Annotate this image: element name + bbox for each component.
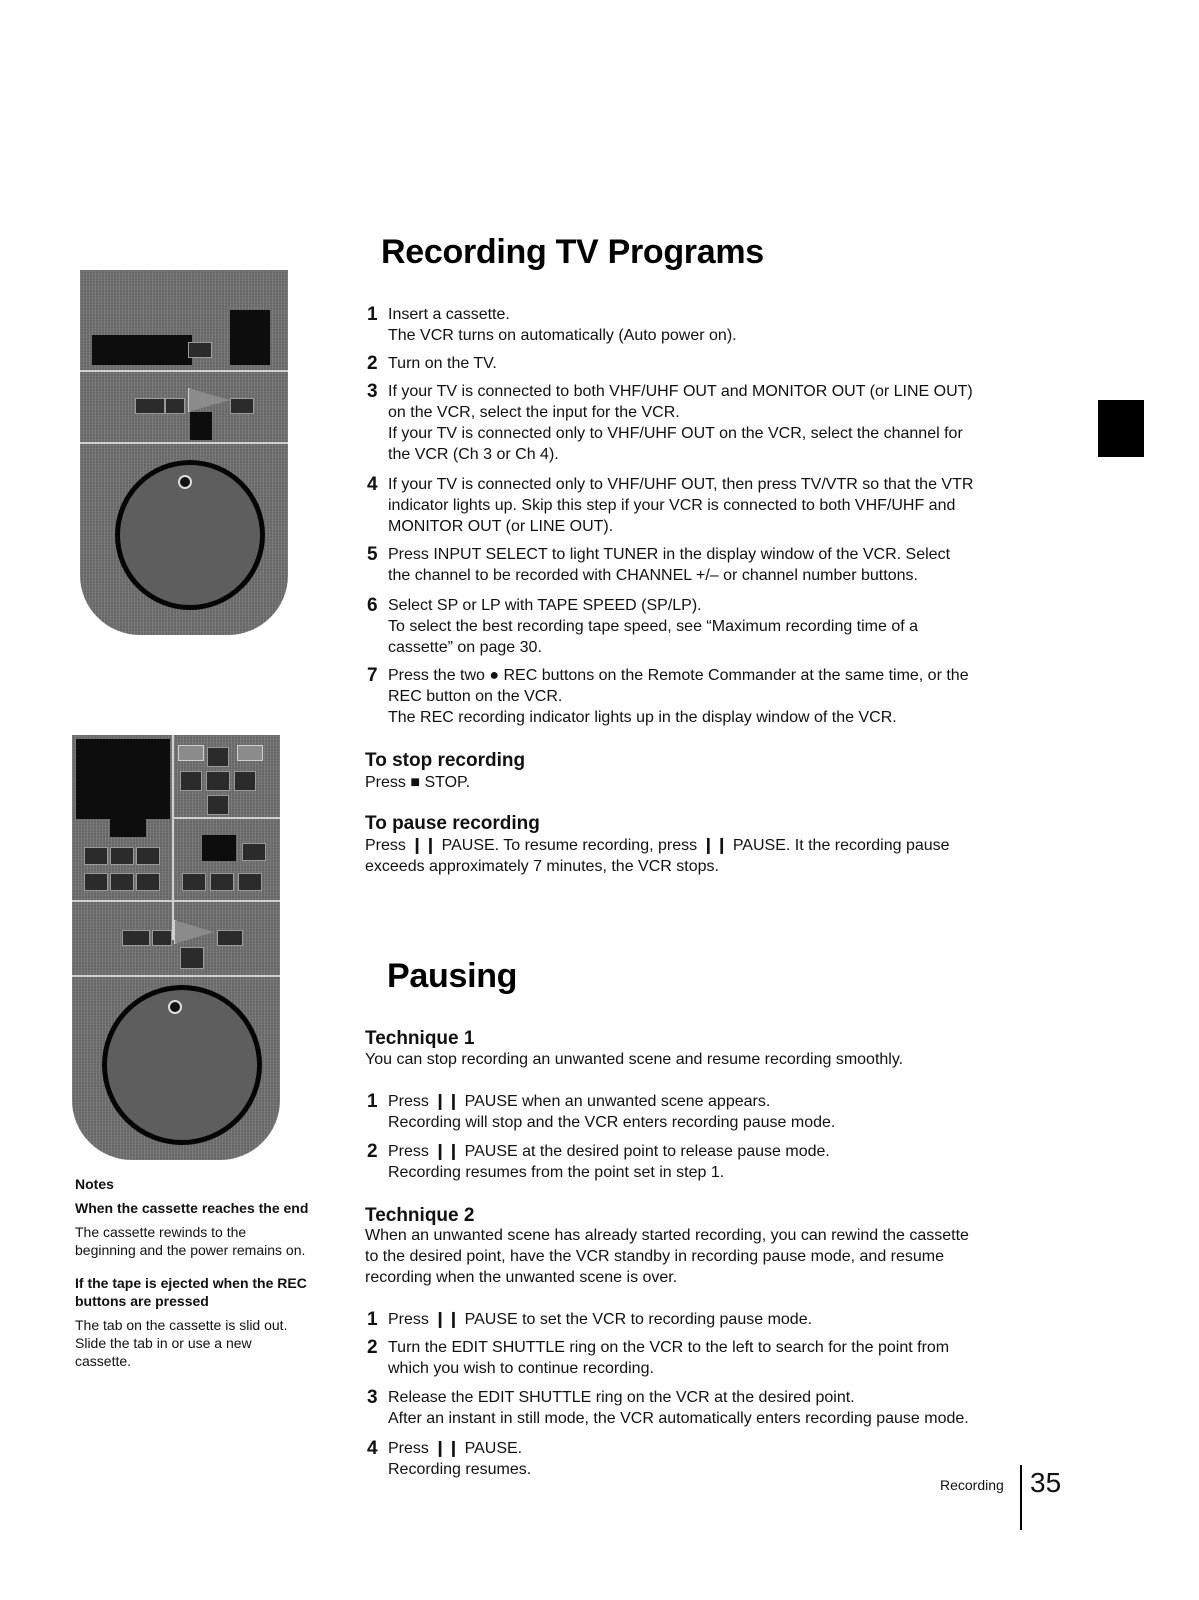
left-arrow-button (180, 771, 202, 791)
note-heading: If the tape is ejected when the REC buttons are pressed (75, 1275, 307, 1309)
rewind-button (135, 398, 165, 414)
remote-rewind-button (122, 930, 150, 946)
recording-step: 1 Insert a cassette. The VCR turns on automatically (Auto power on). (367, 304, 737, 344)
recording-step: 2 Turn on the TV. (367, 353, 497, 374)
recording-title: Recording TV Programs (381, 233, 764, 271)
remote-display (76, 739, 170, 819)
pause-button (202, 835, 236, 861)
remote-shuttle-dial (102, 985, 262, 1145)
remote-commander-illustration (72, 735, 280, 1160)
recording-step: 5 Press INPUT SELECT to light TUNER in the display window of the VCR. Select the channel to be recorded with CHANNEL +/– or channel number buttons. (367, 544, 951, 584)
stop-recording-text: Press ■ STOP. (365, 774, 471, 791)
note-text: The tab on the cassette is slid out. Slide the tab in or use a new cassette. (75, 1317, 288, 1369)
note-text: The cassette rewinds to the beginning and the power remains on. (75, 1224, 306, 1258)
vcr-front-panel-illustration (80, 270, 288, 635)
clear-button (237, 745, 263, 761)
notes-section (75, 1175, 310, 1370)
footer-divider (1020, 1465, 1022, 1530)
pause-recording-heading: To pause recording (365, 813, 540, 834)
pausing-title: Pausing (387, 957, 518, 995)
section-tab-marker (1098, 400, 1144, 457)
recording-step: 6 Select SP or LP with TAPE SPEED (SP/LP). To select the best recording tape speed, see “Maximum recording time of a cassette” on page 30. (367, 595, 919, 656)
remote-forward-button (217, 930, 243, 946)
technique-1-heading: Technique 1 (365, 1028, 475, 1049)
right-arrow-button (234, 771, 256, 791)
recording-step: 7 Press the two ● REC buttons on the Remote Commander at the same time, or the REC button on the VCR. The REC recording indicator lights up in the display window of the VCR. (367, 665, 969, 726)
page-number: 35 (1030, 1467, 1062, 1498)
technique-2-intro: When an unwanted scene has already started recording, you can rewind the cassette to the desired point, have the VCR standby in recording pause mode, and resume recording when the unwanted scene is over. (365, 1227, 969, 1286)
stop-button (165, 398, 185, 414)
rec-button (190, 412, 212, 440)
down-arrow-button (207, 795, 229, 815)
pause-recording-text: Press ❙❙ PAUSE. To resume recording, press ❙❙ PAUSE. It the recording pause exceeds approximately 7 minutes, the VCR stops. (365, 837, 950, 875)
footer-section-label: Recording (940, 1477, 1004, 1493)
remote-stop-button (152, 930, 172, 946)
cassette-slot (230, 310, 270, 365)
display-window (92, 335, 192, 365)
stop-recording-heading: To stop recording (365, 750, 526, 771)
pausing-step: 4 Press ❙❙ PAUSE. Recording resumes. (367, 1438, 532, 1478)
technique-2-heading: Technique 2 (365, 1205, 475, 1226)
small-button (188, 342, 212, 358)
recording-step: 4 If your TV is connected only to VHF/UHF OUT, then press TV/VTR so that the VTR indicator lights up. Skip this step if your VCR is connected to both VHF/UHF and MONITOR OUT (or LINE OUT). (367, 474, 974, 535)
technique-1-intro: You can stop recording an unwanted scene and resume recording smoothly. (365, 1051, 904, 1068)
notes-title: Notes (75, 1176, 114, 1192)
pausing-step: 1 Press ❙❙ PAUSE to set the VCR to recording pause mode. (367, 1309, 813, 1330)
remote-rec-button (180, 947, 204, 969)
note-heading: When the cassette reaches the end (75, 1200, 309, 1216)
forward-button (230, 398, 254, 414)
menu-button (178, 745, 204, 761)
pausing-step: 2 Press ❙❙ PAUSE at the desired point to release pause mode. Recording resumes from the point set in step 1. (367, 1141, 830, 1181)
pausing-step: 3 Release the EDIT SHUTTLE ring on the VCR at the desired point. After an instant in still mode, the VCR automatically enters recording pause mode. (367, 1387, 969, 1427)
recording-step: 3 If your TV is connected to both VHF/UHF OUT and MONITOR OUT (or LINE OUT) on the VCR, select the input for the VCR. If your TV is connected only to VHF/UHF OUT on the VCR, select the channel for the VCR (Ch 3 or Ch 4). (367, 381, 973, 463)
up-arrow-button (207, 747, 229, 767)
pausing-step: 1 Press ❙❙ PAUSE when an unwanted scene appears. Recording will stop and the VCR enters recording pause mode. (367, 1091, 836, 1131)
ok-button (206, 771, 230, 791)
pausing-step: 2 Turn the EDIT SHUTTLE ring on the VCR to the left to search for the point from which you wish to continue recording. (367, 1337, 950, 1377)
